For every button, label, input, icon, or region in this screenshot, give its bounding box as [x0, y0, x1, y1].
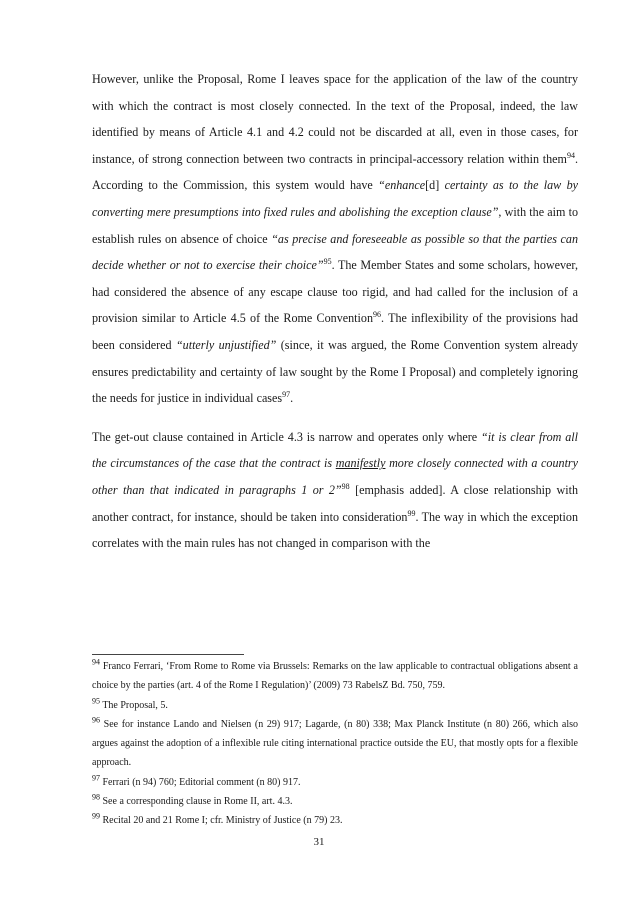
main-text — [92, 66, 578, 569]
footnote-number: 99 — [92, 812, 100, 822]
footnote-97 — [92, 773, 578, 792]
text-run: . — [290, 391, 294, 406]
quote-run: certainty as to the law by converting mere presumptions into fixed rules and abolishing the exception clause” — [92, 178, 578, 219]
footnote-ref-96[interactable]: 96 — [373, 310, 381, 320]
footnote-94 — [92, 657, 578, 696]
page-number: 31 — [313, 836, 325, 848]
footnote-95 — [92, 696, 578, 715]
footnote-ref-98[interactable]: 98 — [341, 481, 350, 491]
footnote-text: See for instance Lando and Nielsen (n 29) 917; Lagarde, (n 80) 338; Max Planck Institute (n 80) 266, which also argues against the adoption of a inflexible rule citing international practice outside the EU, that mostly opts for a flexible approach. — [92, 718, 578, 769]
footnote-text: See a corresponding clause in Rome II, art. 4.3. — [102, 796, 293, 808]
text-run: . According to the Commission, this system would have — [92, 151, 578, 193]
footnote-ref-95[interactable]: 95 — [323, 257, 332, 267]
text-run: , with the aim to establish rules on absence of choice — [92, 204, 578, 246]
footnote-text: Recital 20 and 21 Rome I; cfr. Ministry of Justice (n 79) 23. — [102, 815, 343, 827]
footnote-divider — [92, 654, 244, 655]
footnote-text: Franco Ferrari, ‘From Rome to Rome via Brussels: Remarks on the law applicable to contractual obligations absent a choice by the parties (art. 4 of the Rome I Regulation)’ (2009) 73 RabelsZ Bd. 750, 759. — [92, 661, 578, 692]
text-run: . The Member States and some scholars, however, had considered the absence of any escape clause too rigid, and had called for the inclusion of a provision similar to Article 4.5 of the Rome Convention — [92, 258, 578, 326]
footnote-98 — [92, 792, 578, 811]
footnote-number: 95 — [92, 696, 100, 706]
text-run: . The way in which the exception correlates with the main rules has not changed in comparison with the — [92, 509, 578, 551]
footnotes — [92, 657, 578, 831]
footnote-number: 98 — [92, 792, 100, 802]
paragraph-2 — [92, 424, 578, 557]
text-run: However, unlike the Proposal, Rome I leaves space for the application of the law of the country with which the contract is most closely connected. In the text of the Proposal, indeed, the law identified by means of Article 4.1 and 4.2 could not be discarded at all, even in those cases, for instance, of strong connection between two contracts in principal-accessory relation within them — [92, 72, 578, 166]
quote-run: more closely connected with a country other than that indicated in paragraphs 1 or 2” — [92, 456, 578, 497]
footnote-number: 97 — [92, 773, 100, 783]
paragraph-1 — [92, 66, 578, 412]
footnote-96 — [92, 715, 578, 773]
quote-run: “as precise and foreseeable as possible so that the parties can decide whether or not to exercise their choice” — [92, 231, 579, 273]
footnote-ref-97[interactable]: 97 — [282, 390, 291, 400]
footnote-number: 94 — [92, 657, 100, 667]
footnote-text: The Proposal, 5. — [102, 699, 168, 711]
footnote-ref-94[interactable]: 94 — [566, 150, 575, 160]
footnote-ref-99[interactable]: 99 — [407, 508, 416, 518]
text-run: (since, it was argued, the Rome Convention system already ensures predictability and certainty of law sought by the Rome I Proposal) and completely ignoring the needs for justice in individual cases — [92, 337, 579, 406]
footnote-text: Ferrari (n 94) 760; Editorial comment (n 80) 917. — [102, 776, 301, 788]
text-run: [d] — [425, 178, 440, 193]
quote-run: “utterly unjustified” — [175, 337, 277, 352]
footnote-number: 96 — [92, 715, 100, 725]
footnote-99 — [92, 811, 578, 830]
text-run: . The inflexibility of the provisions had been considered — [92, 311, 578, 352]
quote-run: “enhance — [378, 178, 426, 193]
quote-run: “it is clear from all the circumstances of the case that the contract is — [92, 429, 579, 471]
emphasis-underline: manifestly — [335, 456, 386, 471]
text-run: The get-out clause contained in Article 4.3 is narrow and operates only where — [92, 429, 482, 444]
text-run: [emphasis added]. A close relationship with another contract, for instance, should be taken into consideration — [92, 482, 578, 524]
